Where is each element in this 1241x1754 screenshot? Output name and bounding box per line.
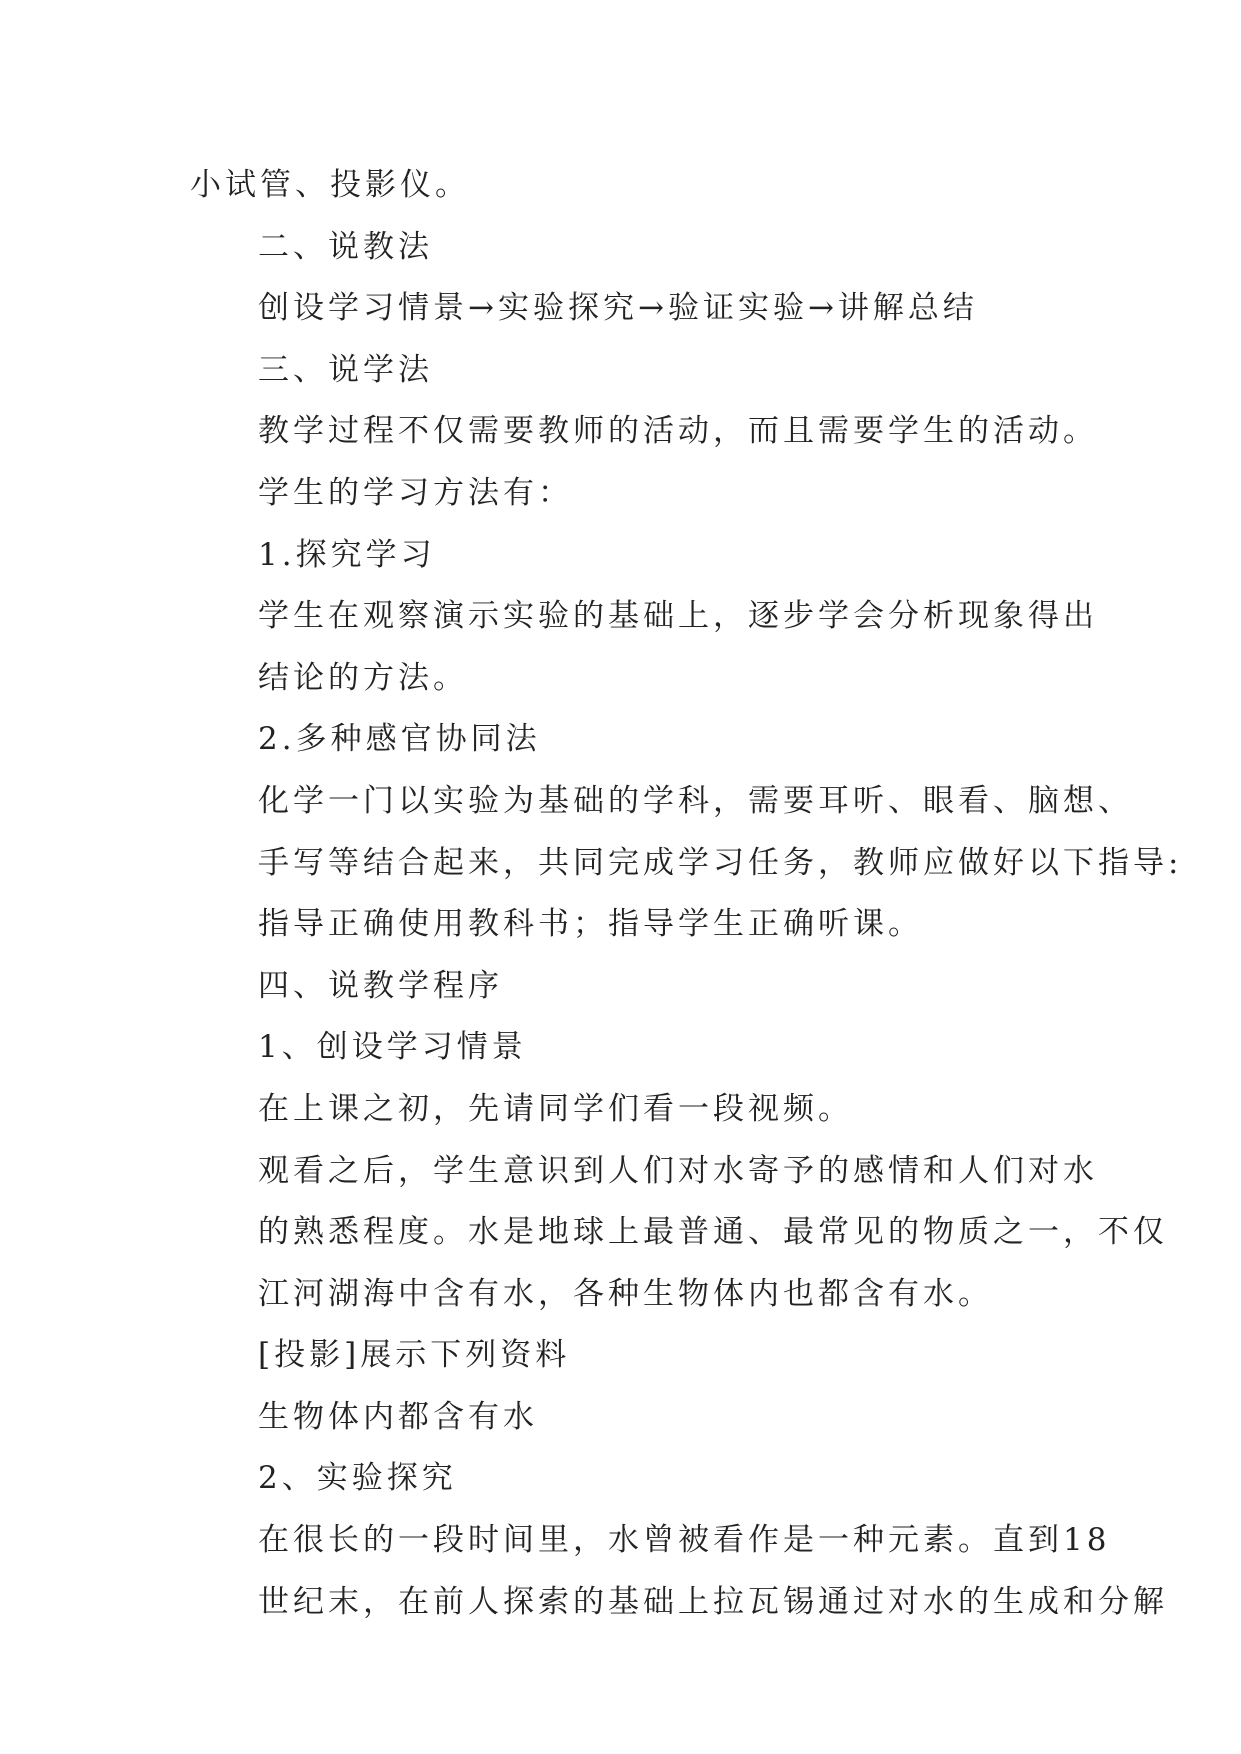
text-line: 的熟悉程度。水是地球上最普通、最常见的物质之一，不仅 [258,1214,1168,1251]
text-line: 江河湖海中含有水，各种生物体内也都含有水。 [258,1275,993,1312]
paragraph [190,586,1098,709]
paragraph [190,956,1070,1018]
text-line: 教学过程不仅需要教师的活动，而且需要学生的活动。 [258,413,1098,450]
paragraph [190,1510,1168,1633]
paragraph [190,525,1070,587]
text-line: 世纪末，在前人探索的基础上拉瓦锡通过对水的生成和分解 [258,1583,1168,1620]
paragraph [190,340,1070,402]
text-line: 手写等结合起来，共同完成学习任务，教师应做好以下指导: [258,844,1183,881]
paragraph [190,1325,1070,1387]
text-line: 生物体内都含有水 [258,1398,538,1435]
text-line: 在很长的一段时间里，水曾被看作是一种元素。直到18 [258,1522,1111,1559]
text-line: 观看之后，学生意识到人们对水寄予的感情和人们对水 [258,1152,1098,1189]
text-line: 三、说学法 [258,351,433,388]
text-line: 化学一门以实验为基础的学科，需要耳听、眼看、脑想、 [258,782,1133,819]
paragraph [190,1079,1070,1141]
paragraph [190,155,1070,217]
paragraph [190,1387,1070,1449]
text-line: 二、说教法 [258,228,433,265]
text-line: 学生在观察演示实验的基础上，逐步学会分析现象得出 [258,598,1098,635]
paragraph [190,401,1098,524]
text-line: 创设学习情景→实验探究→验证实验→讲解总结 [258,290,978,327]
paragraph [190,1017,1070,1079]
text-line: 结论的方法。 [258,659,468,696]
paragraph [190,1141,1168,1326]
paragraph [190,1448,1070,1510]
text-line: 指导正确使用教科书；指导学生正确听课。 [258,906,923,943]
paragraph [190,771,1183,956]
text-line: 在上课之初，先请同学们看一段视频。 [258,1090,853,1127]
text-line: 小试管、投影仪。 [190,167,470,203]
text-line: 学生的学习方法有： [258,474,573,511]
text-line: [投影]展示下列资料 [258,1337,571,1374]
text-line: 2、实验探究 [258,1460,457,1497]
paragraph [190,709,1070,771]
text-line: 2.多种感官协同法 [258,721,541,758]
body-text [190,155,1183,1633]
text-line: 1、创设学习情景 [258,1029,527,1066]
paragraph [190,278,1070,340]
paragraph [190,217,1070,279]
text-line: 1.探究学习 [258,536,436,573]
text-line: 四、说教学程序 [258,967,503,1004]
